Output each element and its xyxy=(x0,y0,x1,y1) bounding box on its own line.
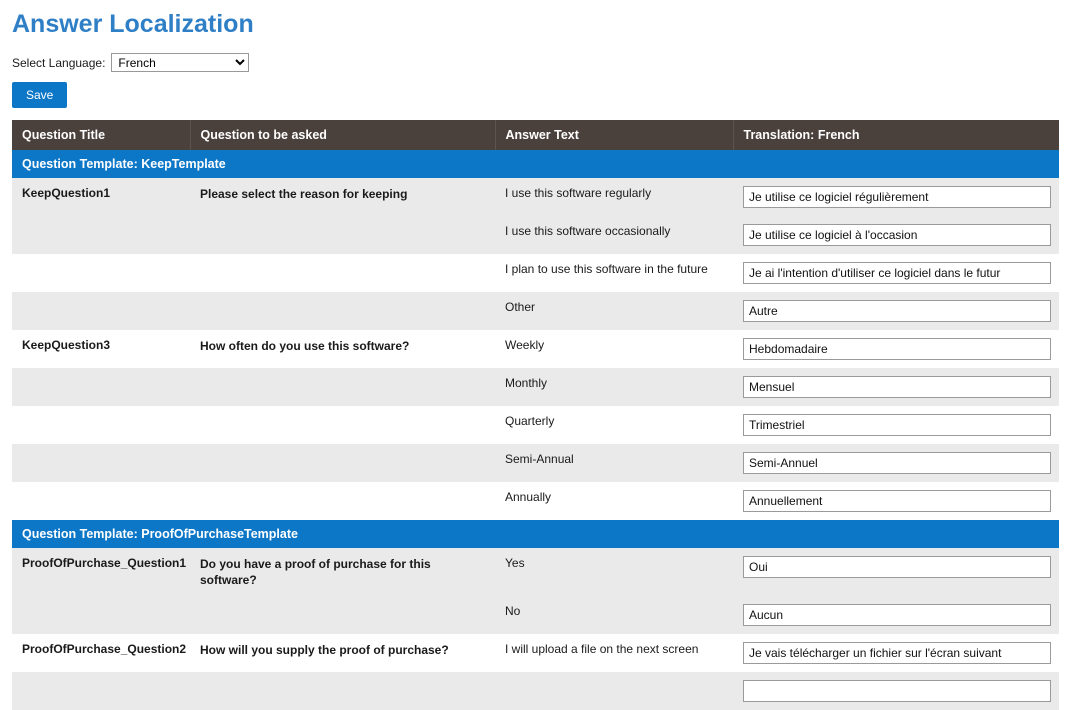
cell-translation xyxy=(733,482,1059,520)
table-row xyxy=(12,548,1059,596)
cell-translation xyxy=(733,672,1059,710)
cell-question-title: ProofOfPurchase_Question1 xyxy=(12,548,190,596)
translation-input[interactable] xyxy=(743,186,1051,208)
translation-input[interactable] xyxy=(743,604,1051,626)
translation-input[interactable] xyxy=(743,452,1051,474)
cell-answer-text: Annually xyxy=(495,482,733,520)
column-header-answer-text: Answer Text xyxy=(495,120,733,150)
translation-input[interactable] xyxy=(743,300,1051,322)
cell-question-title xyxy=(12,216,190,254)
cell-answer-text: I will upload a file on the next screen xyxy=(495,634,733,672)
table-row xyxy=(12,178,1059,216)
cell-question-text: Do you have a proof of purchase for this software? xyxy=(190,548,495,596)
cell-question-text xyxy=(190,444,495,482)
table-scroll-area xyxy=(0,120,1075,710)
cell-question-title: KeepQuestion1 xyxy=(12,178,190,216)
cell-question-title xyxy=(12,596,190,634)
cell-question-text xyxy=(190,368,495,406)
cell-translation xyxy=(733,368,1059,406)
page-title: Answer Localization xyxy=(12,10,254,38)
cell-translation xyxy=(733,292,1059,330)
translation-input[interactable] xyxy=(743,490,1051,512)
table-row xyxy=(12,672,1059,710)
cell-question-title xyxy=(12,482,190,520)
cell-question-text xyxy=(190,482,495,520)
translation-input[interactable] xyxy=(743,338,1051,360)
column-header-translation: Translation: French xyxy=(733,120,1059,150)
cell-answer-text: I use this software regularly xyxy=(495,178,733,216)
section-header-label: Question Template: ProofOfPurchaseTemplate xyxy=(12,520,1059,548)
cell-translation xyxy=(733,634,1059,672)
cell-translation xyxy=(733,330,1059,368)
cell-question-title xyxy=(12,672,190,710)
section-header-label: Question Template: KeepTemplate xyxy=(12,150,1059,178)
answer-localization-table xyxy=(12,120,1059,710)
cell-translation xyxy=(733,178,1059,216)
cell-answer-text: I use this software occasionally xyxy=(495,216,733,254)
cell-translation xyxy=(733,216,1059,254)
cell-answer-text: Yes xyxy=(495,548,733,596)
cell-question-title xyxy=(12,406,190,444)
language-select[interactable] xyxy=(111,53,249,72)
cell-question-text xyxy=(190,216,495,254)
cell-question-title xyxy=(12,444,190,482)
select-language-label: Select Language: xyxy=(12,55,106,70)
table-row xyxy=(12,216,1059,254)
table-row xyxy=(12,406,1059,444)
table-row xyxy=(12,292,1059,330)
table-header-row xyxy=(12,120,1059,150)
table-row xyxy=(12,254,1059,292)
table-body xyxy=(12,150,1059,710)
cell-answer-text xyxy=(495,672,733,710)
table-row xyxy=(12,596,1059,634)
save-button-wrapper xyxy=(0,72,1075,108)
table-row xyxy=(12,482,1059,520)
table-row xyxy=(12,330,1059,368)
translation-input[interactable] xyxy=(743,262,1051,284)
cell-answer-text: Other xyxy=(495,292,733,330)
cell-answer-text: No xyxy=(495,596,733,634)
cell-question-text xyxy=(190,672,495,710)
section-header-row xyxy=(12,520,1059,548)
cell-translation xyxy=(733,596,1059,634)
cell-translation xyxy=(733,444,1059,482)
translation-input[interactable] xyxy=(743,376,1051,398)
section-header-row xyxy=(12,150,1059,178)
translation-input[interactable] xyxy=(743,642,1051,664)
column-header-question-to-be-asked: Question to be asked xyxy=(190,120,495,150)
save-button[interactable]: Save xyxy=(12,82,67,108)
cell-answer-text: Weekly xyxy=(495,330,733,368)
translation-input[interactable] xyxy=(743,680,1051,702)
translation-input[interactable] xyxy=(743,414,1051,436)
cell-answer-text: Monthly xyxy=(495,368,733,406)
table-row xyxy=(12,634,1059,672)
cell-question-text xyxy=(190,406,495,444)
translation-input[interactable] xyxy=(743,224,1051,246)
cell-translation xyxy=(733,254,1059,292)
cell-translation xyxy=(733,406,1059,444)
translation-input[interactable] xyxy=(743,556,1051,578)
table-row xyxy=(12,444,1059,482)
cell-question-text: Please select the reason for keeping xyxy=(190,178,495,216)
cell-question-text xyxy=(190,292,495,330)
language-selector-row xyxy=(0,39,1075,72)
cell-question-title xyxy=(12,368,190,406)
cell-answer-text: I plan to use this software in the future xyxy=(495,254,733,292)
cell-answer-text: Semi-Annual xyxy=(495,444,733,482)
cell-answer-text: Quarterly xyxy=(495,406,733,444)
cell-question-title xyxy=(12,292,190,330)
column-header-question-title: Question Title xyxy=(12,120,190,150)
cell-question-text: How often do you use this software? xyxy=(190,330,495,368)
cell-question-title xyxy=(12,254,190,292)
table-row xyxy=(12,368,1059,406)
cell-question-title: ProofOfPurchase_Question2 xyxy=(12,634,190,672)
cell-question-title: KeepQuestion3 xyxy=(12,330,190,368)
cell-question-text xyxy=(190,596,495,634)
cell-question-text xyxy=(190,254,495,292)
cell-question-text: How will you supply the proof of purchase? xyxy=(190,634,495,672)
cell-translation xyxy=(733,548,1059,596)
